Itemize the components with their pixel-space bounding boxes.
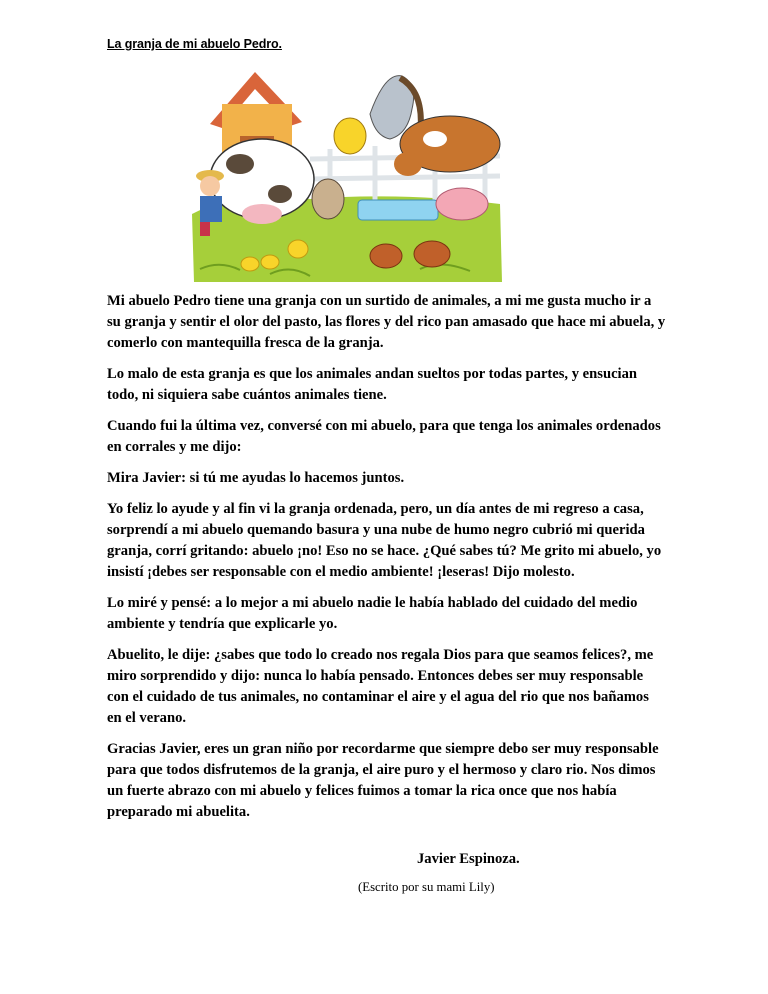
dog	[312, 179, 344, 219]
paragraph: Mira Javier: si tú me ayudas lo hacemos juntos.	[107, 470, 405, 486]
paragraph: Mi abuelo Pedro tiene una granja con un surtido de animales, a mi me gusta mucho ir a su granja y sentir el olor del pasto, las flores y del rico pan amasado que hace mi abuela, y comerlo con mantequilla fresca de la granja.	[107, 293, 666, 351]
farm-illustration	[180, 64, 510, 284]
water-trough	[358, 200, 438, 220]
pig	[436, 188, 488, 220]
paragraph: Lo malo de esta granja es que los animales andan sueltos por todas partes, y ensucian todo, ni siquiera sabe cuántos animales tiene.	[107, 366, 638, 403]
author-note: (Escrito por su mami Lily)	[358, 880, 495, 894]
paragraph: Abuelito, le dije: ¿sabes que todo lo creado nos regala Dios para que seamos felices?, me miro sorprendido y dijo: nunca lo había pensado. Entonces debes ser muy responsable con el cuidado de tus animales, no contaminar el aire y el agua del rio que nos bañamos en el verano.	[107, 647, 654, 726]
story-body	[107, 291, 667, 833]
paragraph: Cuando fui la última vez, conversé con mi abuelo, para que tenga los animales ordenados en corrales y me dijo:	[107, 418, 661, 455]
paragraph: Lo miré y pensé: a lo mejor a mi abuelo nadie le había hablado del cuidado del medio ambiente y tendría que explicarle yo.	[107, 595, 638, 632]
author-signature: Javier Espinoza.	[417, 851, 520, 867]
paragraph: Gracias Javier, eres un gran niño por recordarme que siempre debo ser muy responsable para que todos disfrutemos de la granja, el aire puro y el hermoso y claro rio. Nos dimos un fuerte abrazo con mi abuelo y felices fuimos a tomar la rica once que nos había preparado mi abuelita.	[107, 741, 659, 820]
document-title: La granja de mi abuelo Pedro.	[107, 37, 282, 51]
yellow-cat	[334, 118, 366, 154]
paragraph: Yo feliz lo ayude y al fin vi la granja ordenada, pero, un día antes de mi regreso a casa, sorprendí a mi abuelo quemando basura y una nube de humo negro cubrió mi querida granja, corrí gritando: abuelo ¡no! Eso no se hace. ¿Qué sabes tú? Me grito mi abuelo, yo insistí ¡debes ser responsable con el medio ambiente! ¡leseras! Dijo molesto.	[107, 501, 662, 580]
